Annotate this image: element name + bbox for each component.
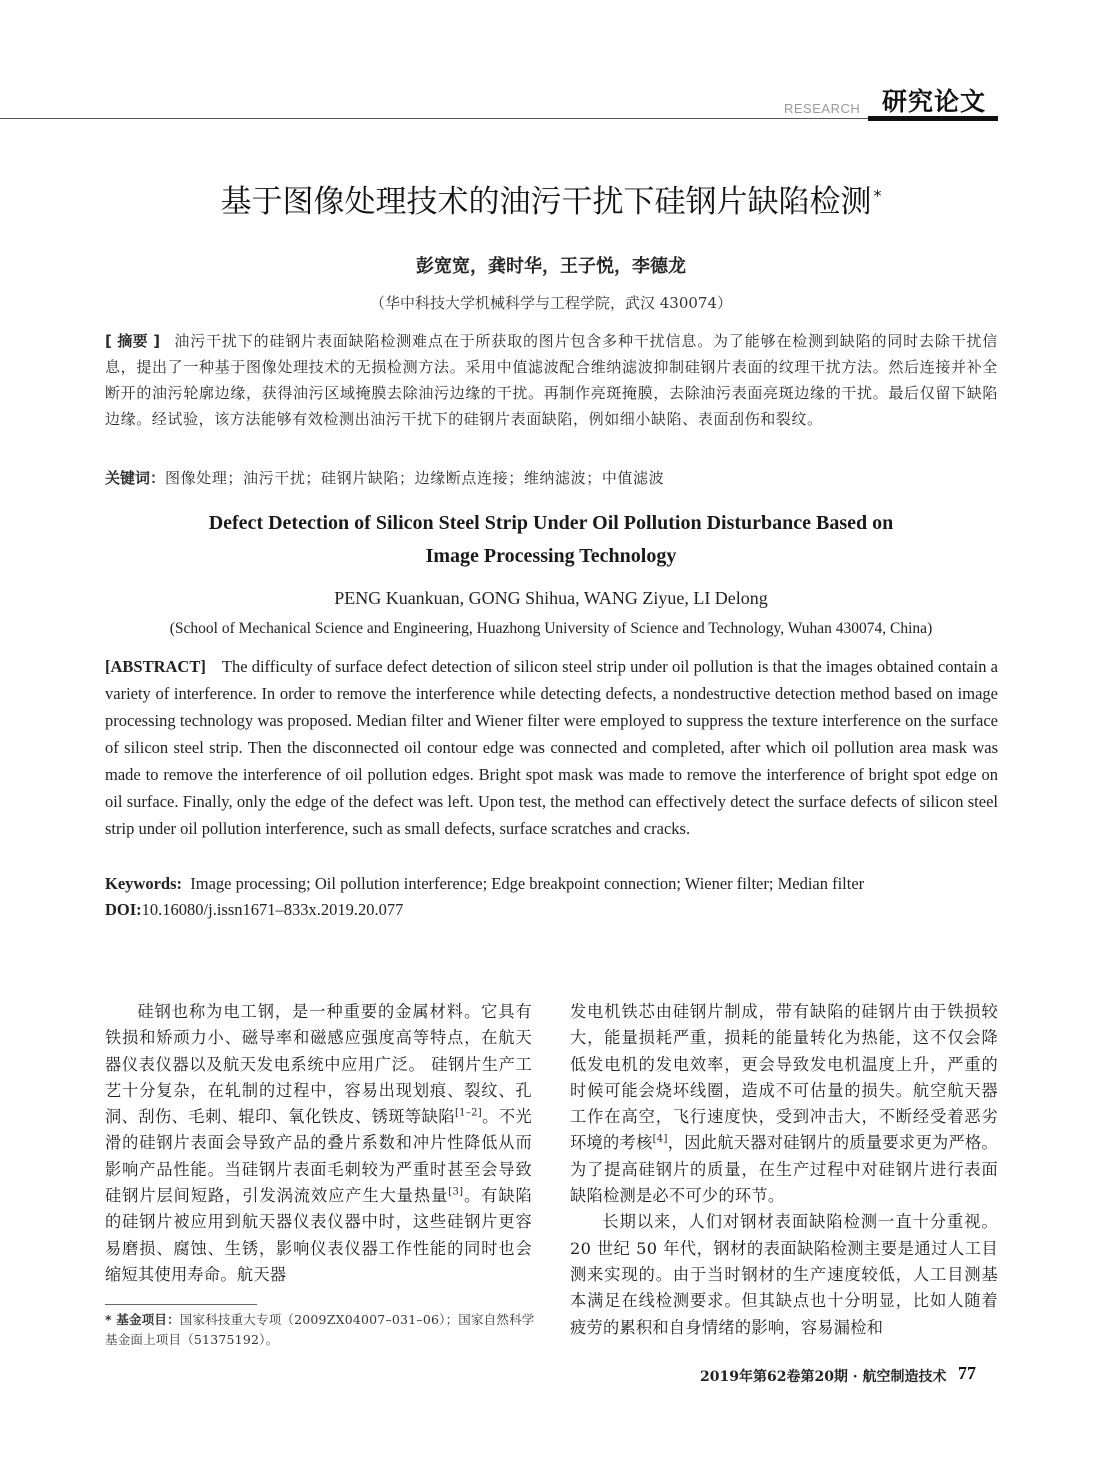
keywords-en-label: Keywords: (105, 874, 182, 893)
abstract-en-label: [ABSTRACT] (105, 657, 206, 676)
authors-zh: 彭宽宽，龚时华，王子悦，李德龙 (416, 256, 686, 277)
keywords-zh-label: 关键词： (105, 469, 166, 487)
abstract-zh-text: 油污干扰下的硅钢片表面缺陷检测难点在于所获取的图片包含多种干扰信息。为了能够在检测到缺陷的同时去除干扰信息，提出了一种基于图像处理技术的无损检测方法。采用中值滤波配合维纳滤波抑制硅钢片表面的纹理干扰方法。然后连接并补全断开的油污轮廓边缘，获得油污区域掩膜去除油污边缘的干扰。再制作亮斑掩膜，去除油污表面亮斑边缘的干扰。最后仅留下缺陷边缘。经试验，该方法能够有效检测出油污干扰下的硅钢片表面缺陷，例如细小缺陷、表面刮伤和裂纹。 (105, 332, 998, 428)
abstract-en-text: The difficulty of surface defect detection of silicon steel strip under oil pollution is that the images obtained contain a variety of interference. In order to remove the interference while detecting defects, a nondestructive detection method based on image processing technology was proposed. Median filter and Wiener filter were employed to suppress the texture interference on the surface of silicon steel strip. Then the disconnected oil contour edge was connected and completed, after which oil pollution area mask was made to remove the interference of oil pollution edges. Bright spot mask was made to remove the interference of bright spot edge on oil surface. Finally, only the edge of the defect was left. Upon test, the method can effectively detect the surface defects of silicon steel strip under oil pollution interference, such as small defects, surface scratches and cracks. (105, 657, 998, 838)
keywords-zh (105, 466, 998, 490)
citation: [1–2] (454, 1107, 482, 1119)
keywords-zh-text: 图像处理；油污干扰；硅钢片缺陷；边缘断点连接；维纳滤波；中值滤波 (165, 469, 665, 487)
body-paragraph (570, 999, 998, 1209)
body-text: 。不光滑的硅钢片表面会导致产品的叠片系数和冲片性降低从而影响产品性能。当硅钢片表面毛刺较为严重时甚至会导致硅钢片层间短路，引发涡流效应产生大量热量 (105, 1107, 532, 1206)
doi (105, 897, 998, 923)
paper-title-text: 基于图像处理技术的油污干扰下硅钢片缺陷检测 (220, 184, 872, 220)
citation: [4] (652, 1134, 668, 1146)
journal-footer: 2019年第62卷第20期 · 航空制造技术 (700, 1369, 947, 1385)
paper-title-en-line1: Defect Detection of Silicon Steel Strip Under Oil Pollution Disturbance Based on (208, 512, 894, 534)
footnote (105, 1310, 535, 1350)
paper-title-en-line2: Image Processing Technology (425, 545, 677, 567)
affiliation-zh: （华中科技大学机械科学与工程学院，武汉 430074） (369, 294, 733, 312)
footnote-label: * 基金项目： (105, 1312, 180, 1327)
header-rule (0, 118, 870, 119)
footnote-text: 国家科技重大专项（2009ZX04007–031–06）；国家自然科学基金面上项目（51375192）。 (105, 1312, 535, 1347)
section-label-en: RESEARCH (784, 101, 861, 116)
paper-title-en (140, 507, 962, 573)
body-text: ，因此航天器对硅钢片的质量要求更为严格。为了提高硅钢片的质量，在生产过程中对硅钢片进行表面缺陷检测是必不可少的环节。 (570, 1133, 999, 1206)
page-number: 77 (958, 1363, 976, 1383)
doi-text: 10.16080/j.issn1671–833x.2019.20.077 (141, 900, 404, 919)
affiliation-en: (School of Mechanical Science and Engineering, Huazhong University of Science and Technology, Wuhan 430074, China) (169, 620, 933, 637)
abstract-en (105, 653, 998, 842)
body-text: 。有缺陷的硅钢片被应用到航天器仪表仪器中时，这些硅钢片更容易磨损、腐蚀、生锈，影响仪表仪器工作性能的同时也会缩短其使用寿命。航天器 (105, 1186, 532, 1284)
section-label-zh: 研究论文 (882, 87, 987, 116)
paper-title-zh (0, 176, 1102, 221)
footnote-rule (105, 1304, 257, 1305)
body-text: 硅钢也称为电工钢，是一种重要的金属材料。它具有铁损和矫顽力小、磁导率和磁感应强度高等特点，在航天器仪表仪器以及航天发电系统中应用广泛。 硅钢片生产工艺十分复杂，在轧制的过程中，容易出现划痕、裂纹、孔洞、刮伤、毛刺、辊印、氧化铁皮、锈斑等缺陷 (105, 1002, 532, 1127)
doi-label: DOI: (105, 900, 142, 919)
keywords-en (105, 871, 998, 897)
body-column-right (570, 999, 998, 1341)
body-paragraph (105, 999, 532, 1288)
body-text: 发电机铁芯由硅钢片制成，带有缺陷的硅钢片由于铁损较大，能量损耗严重，损耗的能量转化为热能，这不仅会降低发电机的发电效率，更会导致发电机温度上升，严重的时候可能会烧坏线圈，造成不可估量的损失。航空航天器工作在高空，飞行速度快，受到冲击大，不断经受着恶劣环境的考核 (570, 1002, 998, 1153)
body-paragraph: 长期以来，人们对钢材表面缺陷检测一直十分重视。20 世纪 50 年代，钢材的表面缺陷检测主要是通过人工目测来实现的。由于当时钢材的生产速度较低，人工目测基本满足在线检测要求。但其缺点也十分明显，比如人随着疲劳的累积和自身情绪的影响，容易漏检和 (570, 1212, 998, 1337)
body-column-left (105, 999, 532, 1288)
keywords-en-text: Image processing; Oil pollution interference; Edge breakpoint connection; Wiener filter; Median filter (190, 874, 865, 893)
funding-mark: * (873, 185, 882, 205)
abstract-zh-label: [ 摘要 ] (105, 332, 161, 350)
abstract-zh (105, 328, 998, 432)
citation: [3] (448, 1186, 464, 1198)
authors-en: PENG Kuankuan, GONG Shihua, WANG Ziyue, LI Delong (334, 588, 768, 608)
